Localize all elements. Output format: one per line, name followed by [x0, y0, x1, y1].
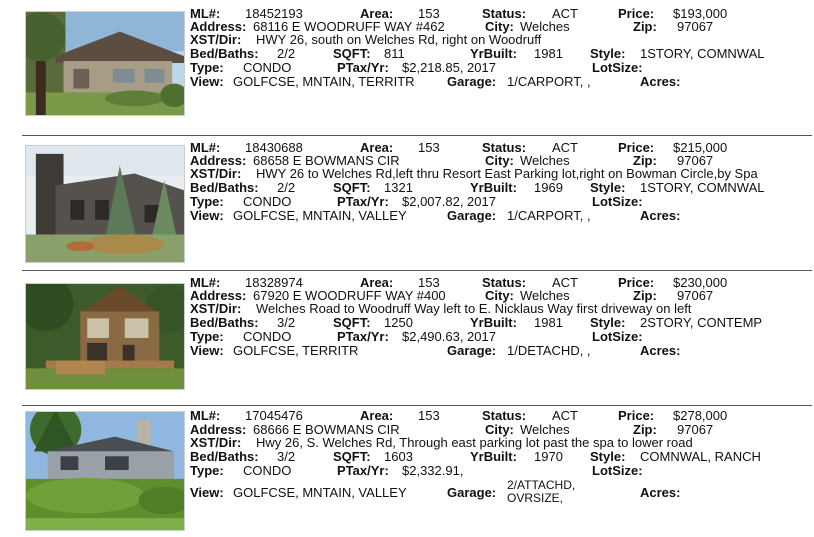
view-value: GOLFCSE, TERRITR — [233, 343, 359, 358]
address-label: Address: — [190, 153, 247, 168]
zip-value: 97067 — [677, 19, 714, 34]
area-label: Area: — [360, 408, 394, 423]
style-value: 1STORY, COMNWAL — [640, 180, 765, 195]
style-label: Style: — [590, 449, 626, 464]
bedbaths-value: 2/2 — [277, 46, 296, 61]
xst-label: XST/Dir: — [190, 301, 242, 316]
garage-value: 1/DETACHD, , — [507, 343, 591, 358]
zip-value: 97067 — [677, 288, 714, 303]
xst-label: XST/Dir: — [190, 435, 242, 450]
xst-value: HWY 26 to Welches Rd,left thru Resort East Parking lot,right on Bowman Circle,by Spa — [256, 166, 758, 181]
acres-label: Acres: — [640, 74, 681, 89]
zip-value: 97067 — [677, 153, 714, 168]
price-value: $278,000 — [673, 408, 728, 423]
view-value: GOLFCSE, MNTAIN, VALLEY — [233, 485, 407, 500]
ml-label: ML#: — [190, 275, 221, 290]
acres-label: Acres: — [640, 208, 681, 223]
garage-value: 2/ATTACHD, — [507, 478, 576, 492]
type-value: CONDO — [243, 463, 292, 478]
bedbaths-label: Bed/Baths: — [190, 180, 259, 195]
ml-number: 18452193 — [245, 6, 303, 21]
garage-label: Garage: — [447, 485, 497, 500]
city-value: Welches — [520, 288, 570, 303]
status-value: ACT — [552, 275, 578, 290]
area-label: Area: — [360, 275, 394, 290]
zip-value: 97067 — [677, 422, 714, 437]
zip-label: Zip: — [633, 19, 657, 34]
status-label: Status: — [482, 408, 527, 423]
xst-value: HWY 26, south on Welches Rd, right on Woodruff — [256, 32, 542, 47]
city-value: Welches — [520, 153, 570, 168]
bedbaths-value: 3/2 — [277, 315, 296, 330]
status-value: ACT — [552, 140, 578, 155]
ml-number: 18430688 — [245, 140, 303, 155]
city-value: Welches — [520, 19, 570, 34]
status-label: Status: — [482, 275, 527, 290]
style-value: 1STORY, COMNWAL — [640, 46, 765, 61]
type-label: Type: — [190, 194, 224, 209]
address-label: Address: — [190, 19, 247, 34]
sqft-label: SQFT: — [333, 315, 371, 330]
listing-photo-4[interactable] — [25, 411, 185, 531]
type-label: Type: — [190, 60, 224, 75]
style-label: Style: — [590, 315, 626, 330]
lotsize-label: LotSize: — [592, 329, 643, 344]
view-value: GOLFCSE, MNTAIN, VALLEY — [233, 208, 407, 223]
ptax-label: PTax/Yr: — [337, 463, 389, 478]
style-label: Style: — [590, 180, 626, 195]
status-label: Status: — [482, 6, 527, 21]
yrbuilt-value: 1981 — [534, 315, 563, 330]
garage-label: Garage: — [447, 208, 497, 223]
ml-label: ML#: — [190, 408, 221, 423]
area-value: 153 — [418, 6, 440, 21]
status-label: Status: — [482, 140, 527, 155]
view-label: View: — [190, 208, 224, 223]
price-value: $230,000 — [673, 275, 728, 290]
house-photo-4 — [26, 412, 184, 530]
bedbaths-label: Bed/Baths: — [190, 449, 259, 464]
type-value: CONDO — [243, 194, 292, 209]
price-label: Price: — [618, 140, 655, 155]
style-value: 2STORY, CONTEMP — [640, 315, 763, 330]
status-value: ACT — [552, 6, 578, 21]
status-value: ACT — [552, 408, 578, 423]
type-label: Type: — [190, 463, 224, 478]
bedbaths-label: Bed/Baths: — [190, 315, 259, 330]
yrbuilt-label: YrBuilt: — [470, 46, 517, 61]
ptax-value: $2,490.63, 2017 — [402, 329, 496, 344]
type-value: CONDO — [243, 329, 292, 344]
sqft-label: SQFT: — [333, 449, 371, 464]
zip-label: Zip: — [633, 288, 657, 303]
city-label: City: — [485, 422, 514, 437]
lotsize-label: LotSize: — [592, 60, 643, 75]
city-label: City: — [485, 19, 514, 34]
xst-value: Hwy 26, S. Welches Rd, Through east parking lot past the spa to lower road — [256, 435, 693, 450]
yrbuilt-label: YrBuilt: — [470, 315, 517, 330]
city-label: City: — [485, 153, 514, 168]
view-label: View: — [190, 74, 224, 89]
area-value: 153 — [418, 408, 440, 423]
acres-label: Acres: — [640, 485, 681, 500]
sqft-value: 1250 — [384, 315, 413, 330]
address-value: 67920 E WOODRUFF WAY #400 — [253, 288, 446, 303]
garage-label: Garage: — [447, 74, 497, 89]
view-label: View: — [190, 343, 224, 358]
sqft-label: SQFT: — [333, 180, 371, 195]
acres-label: Acres: — [640, 343, 681, 358]
style-label: Style: — [590, 46, 626, 61]
ptax-label: PTax/Yr: — [337, 194, 389, 209]
ml-number: 18328974 — [245, 275, 303, 290]
xst-value: Welches Road to Woodruff Way left to E. Nicklaus Way first driveway on left — [256, 301, 692, 316]
ptax-value: $2,332.91, — [402, 463, 464, 478]
sqft-value: 811 — [384, 46, 405, 61]
bedbaths-value: 3/2 — [277, 449, 296, 464]
price-value: $215,000 — [673, 140, 728, 155]
ptax-label: PTax/Yr: — [337, 329, 389, 344]
ml-label: ML#: — [190, 140, 221, 155]
bedbaths-value: 2/2 — [277, 180, 296, 195]
garage-value: 1/CARPORT, , — [507, 208, 591, 223]
ptax-label: PTax/Yr: — [337, 60, 389, 75]
sqft-label: SQFT: — [333, 46, 371, 61]
price-label: Price: — [618, 275, 655, 290]
lotsize-label: LotSize: — [592, 194, 643, 209]
xst-label: XST/Dir: — [190, 166, 242, 181]
area-label: Area: — [360, 6, 394, 21]
address-value: 68116 E WOODRUFF WAY #462 — [253, 19, 445, 34]
address-value: 68658 E BOWMANS CIR — [253, 153, 400, 168]
price-value: $193,000 — [673, 6, 728, 21]
xst-label: XST/Dir: — [190, 32, 242, 47]
city-value: Welches — [520, 422, 570, 437]
type-label: Type: — [190, 329, 224, 344]
garage-value-line2: OVRSIZE, — [507, 491, 564, 505]
ml-number: 17045476 — [245, 408, 303, 423]
ml-label: ML#: — [190, 6, 221, 21]
sqft-value: 1603 — [384, 449, 413, 464]
view-label: View: — [190, 485, 224, 500]
yrbuilt-value: 1969 — [534, 180, 563, 195]
yrbuilt-label: YrBuilt: — [470, 180, 517, 195]
zip-label: Zip: — [633, 153, 657, 168]
address-value: 68666 E BOWMANS CIR — [253, 422, 400, 437]
lotsize-label: LotSize: — [592, 463, 643, 478]
ptax-value: $2,007.82, 2017 — [402, 194, 496, 209]
bedbaths-label: Bed/Baths: — [190, 46, 259, 61]
view-value: GOLFCSE, MNTAIN, TERRITR — [233, 74, 415, 89]
address-label: Address: — [190, 288, 247, 303]
zip-label: Zip: — [633, 422, 657, 437]
garage-value: 1/CARPORT, , — [507, 74, 591, 89]
sqft-value: 1321 — [384, 180, 413, 195]
city-label: City: — [485, 288, 514, 303]
ptax-value: $2,218.85, 2017 — [402, 60, 496, 75]
area-value: 153 — [418, 140, 440, 155]
price-label: Price: — [618, 6, 655, 21]
type-value: CONDO — [243, 60, 292, 75]
price-label: Price: — [618, 408, 655, 423]
garage-label: Garage: — [447, 343, 497, 358]
area-value: 153 — [418, 275, 440, 290]
yrbuilt-value: 1970 — [534, 449, 563, 464]
yrbuilt-value: 1981 — [534, 46, 563, 61]
address-label: Address: — [190, 422, 247, 437]
style-value: COMNWAL, RANCH — [640, 449, 761, 464]
yrbuilt-label: YrBuilt: — [470, 449, 517, 464]
area-label: Area: — [360, 140, 394, 155]
